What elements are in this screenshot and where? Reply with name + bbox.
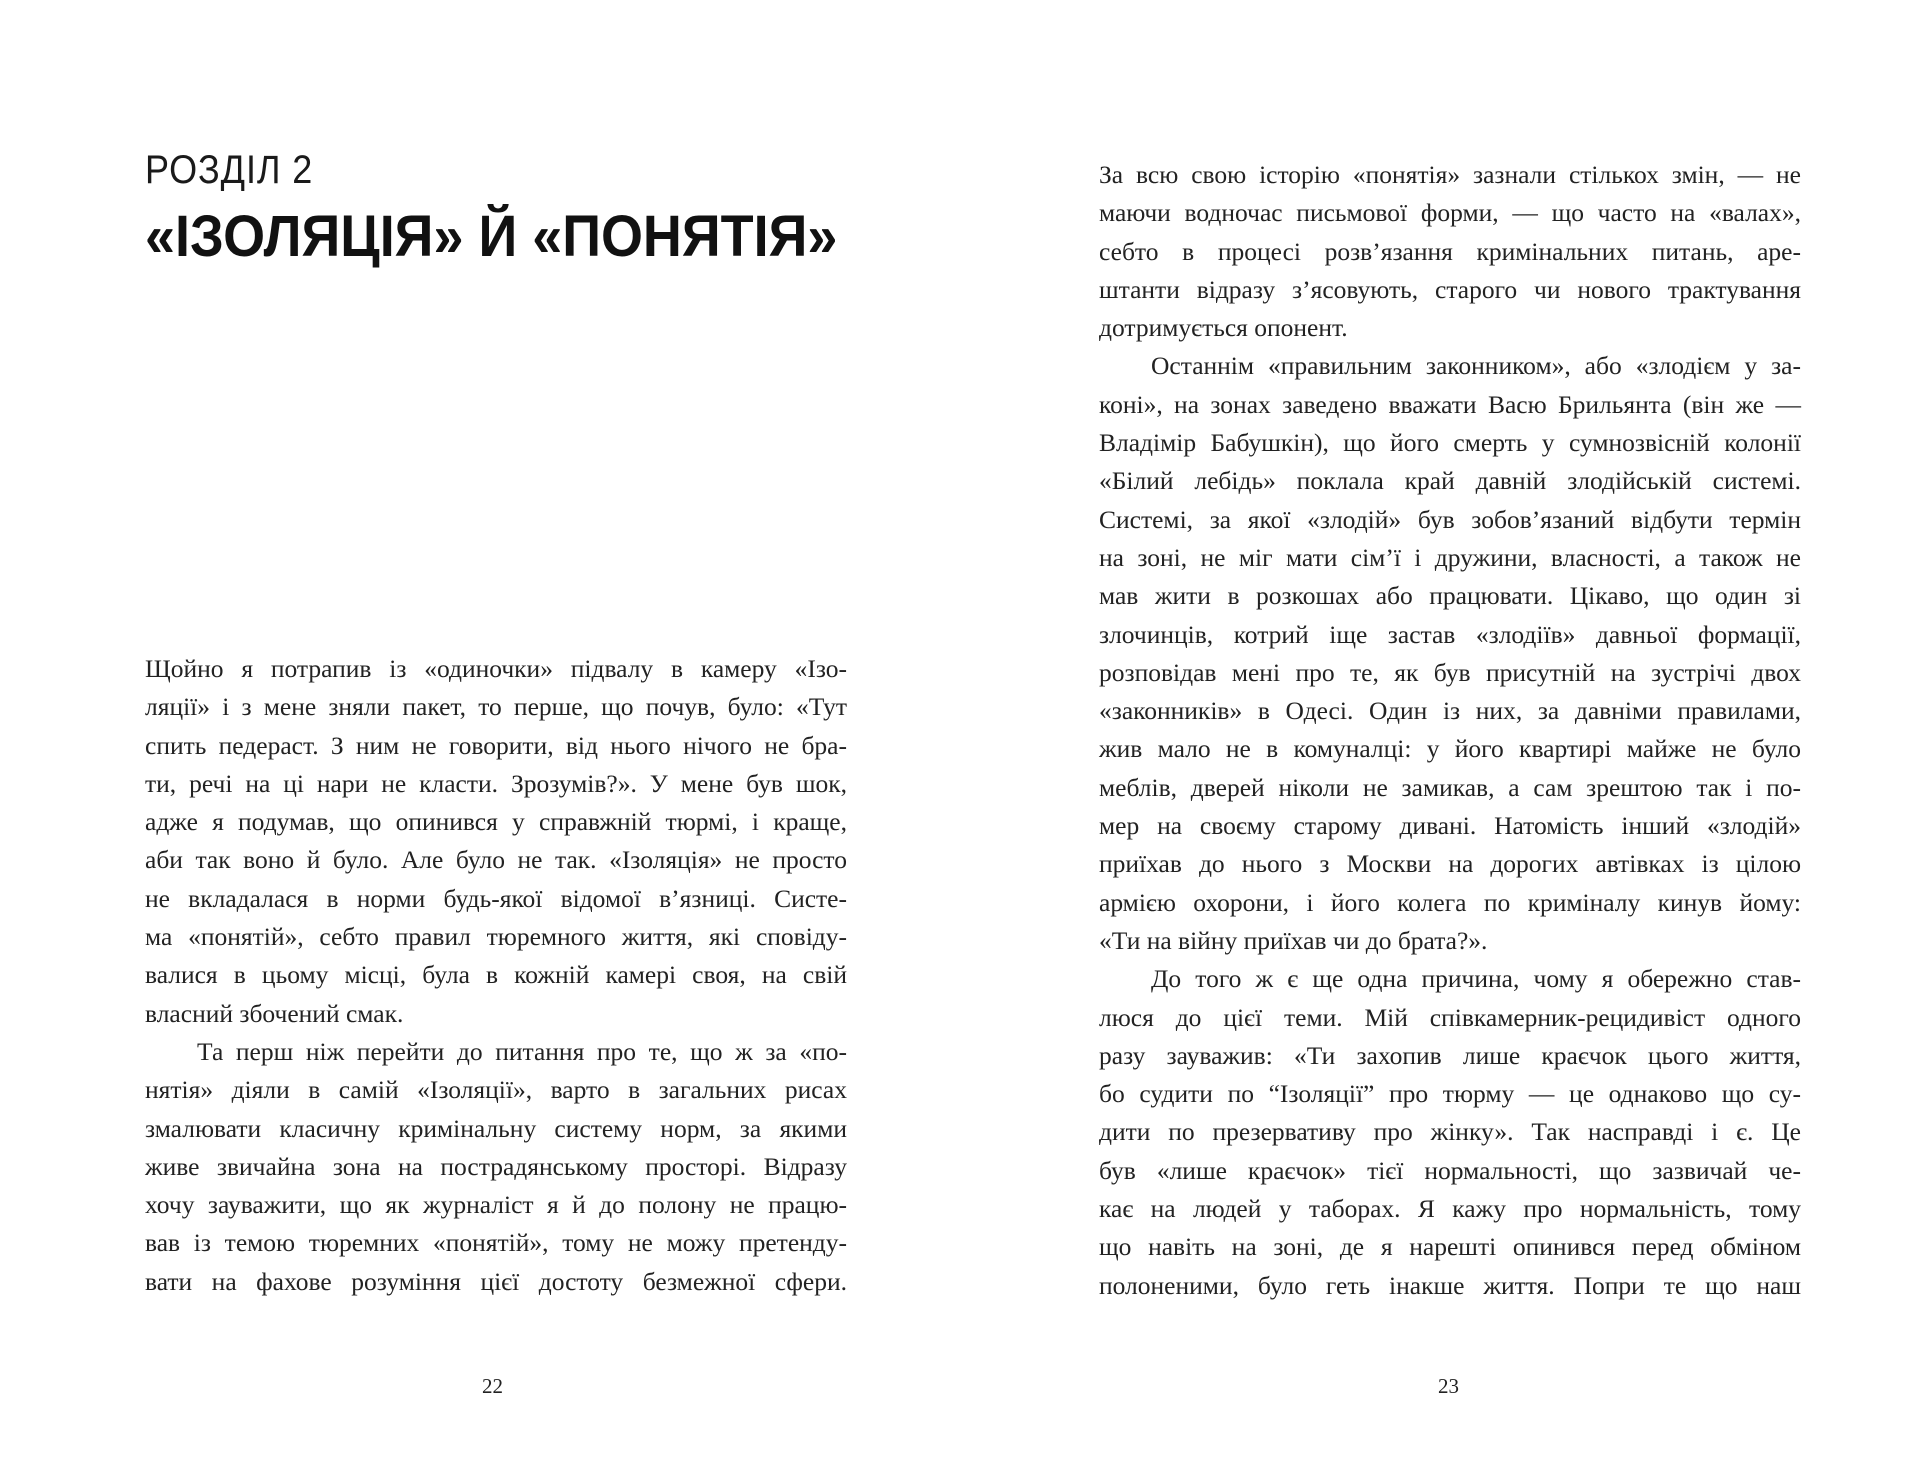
text-line: Щойно я потрапив із «одиночки» підвалу в камеру «Ізо- [145, 654, 847, 683]
text-line: ляції» і з мене зняли пакет, то перше, що почув, було: «Тут [145, 692, 847, 722]
text-line: коні», на зонах заведено вважати Васю Брильянта (він же — [1099, 389, 1801, 419]
text-line: маючи водночас письмової форми, — що часто на «валах», [1099, 198, 1801, 228]
text-line: ти, речі на ці нари не класти. Зрозумів?». У мене був шок, [145, 768, 847, 798]
text-line: що навіть на зоні, де я нарешті опинився перед обміном [1099, 1232, 1801, 1262]
text-line: кає на людей у таборах. Я кажу про нормальність, тому [1099, 1194, 1801, 1224]
text-line: люся до цієї теми. Мій співкамерник-рецидивіст одного [1099, 1002, 1801, 1032]
text-line: жив мало не в комуналці: у його квартирі майже не було [1099, 734, 1801, 764]
text-line: штанти відразу з’ясовують, старого чи нового трактування [1099, 274, 1801, 304]
text-line: полоненими, було геть інакше життя. Попри те що наш [1099, 1270, 1801, 1300]
text-line: Останнім «правильним законником», або «злодієм у за- [1151, 351, 1801, 381]
text-line: вав із темою тюремних «понятій», тому не можу претенду- [145, 1228, 847, 1258]
page-number: 22 [482, 1374, 503, 1398]
text-line: приїхав до нього з Москви на дорогих автівках із цілою [1099, 849, 1801, 879]
text-line: Владімір Бабушкін), що його смерть у сумнозвісній колонії [1099, 428, 1801, 458]
text-line: «законників» в Одесі. Один із них, за давніми правилами, [1099, 696, 1801, 726]
left-page-body [145, 650, 847, 1301]
text-line: Та перш ніж перейти до питання про те, що ж за «по- [197, 1036, 847, 1066]
text-line: мер на своєму старому дивані. Натомість інший «злодій» [1099, 811, 1801, 841]
page-number: 23 [1438, 1374, 1459, 1398]
right-page [960, 0, 1920, 1477]
text-line: хочу зауважити, що як журналіст я й до полону не працю- [145, 1190, 847, 1220]
text-line: дотримується опонент. [1099, 313, 1348, 343]
text-line: змалювати класичну кримінальну систему норм, за якими [145, 1113, 847, 1143]
chapter-title: «ІЗОЛЯЦІЯ» Й «ПОНЯТІЯ» [145, 204, 838, 269]
text-line: нятія» діяли в самій «Ізоляції», варто в загальних рисах [145, 1075, 847, 1105]
text-line: вати на фахове розуміння цієї достоту безмежної сфери. [145, 1266, 847, 1296]
text-line: мав жити в розкошах або працювати. Цікаво, що один зі [1099, 581, 1801, 611]
text-line: Системі, за якої «злодій» був зобов’язаний відбути термін [1099, 504, 1801, 534]
text-line: аби так воно й було. Але було не так. «Ізоляція» не просто [145, 845, 847, 875]
text-line: злочинців, котрий іще застав «злодіїв» давньої формації, [1099, 619, 1801, 649]
text-line: бо судити по “Ізоляції” про тюрму — це однаково що су- [1099, 1079, 1801, 1109]
text-line: себто в процесі розв’язання кримінальних питань, аре- [1099, 236, 1801, 266]
text-line: адже я подумав, що опинився у справжній тюрмі, і краще, [145, 807, 847, 837]
text-line: ма «понятій», себто правил тюремного життя, які сповіду- [145, 922, 847, 952]
text-line: валися в цьому місці, була в кожній камері своя, на свій [145, 960, 847, 990]
text-line: не вкладалася в норми будь-якої відомої в’язниці. Систе- [145, 883, 847, 913]
text-line: на зоні, не міг мати сім’ї і дружини, власності, а також не [1099, 542, 1801, 572]
text-line: За всю свою історію «понятія» зазнали стількох змін, — не [1099, 160, 1801, 189]
chapter-label: РОЗДІЛ 2 [145, 148, 314, 192]
text-line: До того ж є ще одна причина, чому я обережно став- [1151, 964, 1801, 994]
text-line: живе звичайна зона на пострадянському просторі. Відразу [145, 1151, 847, 1181]
text-line: меблів, дверей ніколи не замикав, а сам зрештою так і по- [1099, 772, 1801, 802]
text-line: був «лише краєчок» тієї нормальності, що зазвичай че- [1099, 1155, 1801, 1185]
text-line: армією охорони, і його колега по криміналу кинув йому: [1099, 887, 1801, 917]
text-line: власний збочений смак. [145, 998, 404, 1028]
text-line: «Ти на війну приїхав чи до брата?». [1099, 925, 1488, 955]
right-page-body [1099, 156, 1801, 1305]
text-line: дити по презервативу про жінку». Так насправді і є. Це [1099, 1117, 1801, 1147]
text-line: разу зауважив: «Ти захопив лише краєчок цього життя, [1099, 1040, 1801, 1070]
text-line: спить педераст. З ним не говорити, від нього нічого не бра- [145, 730, 847, 760]
text-line: розповідав мені про те, як був присутній на зустрічі двох [1099, 657, 1801, 687]
text-line: «Білий лебідь» поклала край давній злодійській системі. [1099, 466, 1801, 496]
